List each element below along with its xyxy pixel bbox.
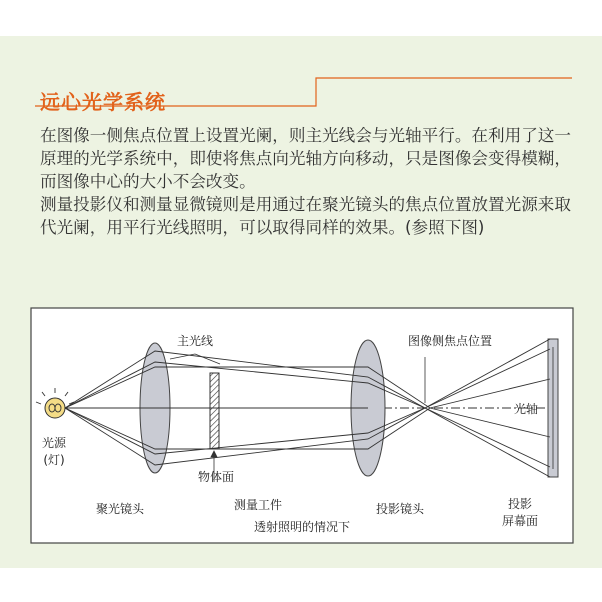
image-focus-label: 图像侧焦点位置 xyxy=(407,334,493,348)
object-plane-label: 物体面 xyxy=(197,470,235,484)
telecentric-diagram xyxy=(30,307,574,544)
diagram-caption: 透射照明的情况下 xyxy=(253,520,351,534)
paragraph-2: 测量投影仪和测量显微镜则是用通过在聚光镜头的焦点位置放置光源来取代光阑，用平行光线照明，可以取得同样的效果。(参照下图) xyxy=(40,195,571,237)
section-title: 远心光学系统 xyxy=(40,90,166,114)
paragraph-1: 在图像一侧焦点位置上设置光阑，则主光线会与光轴平行。在利用了这一原理的光学系统中，即使将焦点向光轴方向移动，只是图像会变得模糊，而图像中心的大小不会改变。 xyxy=(40,126,571,191)
chief-ray-label: 主光线 xyxy=(176,334,214,348)
workpiece-shape xyxy=(210,373,219,449)
workpiece-label: 测量工件 xyxy=(233,498,283,512)
light-source-label: 光源 xyxy=(41,436,67,450)
projection-screen-label-2: 屏幕面 xyxy=(501,514,539,528)
optical-axis-label: 光轴 xyxy=(513,402,539,416)
lamp-label: (灯) xyxy=(43,453,65,467)
body-text xyxy=(40,124,580,239)
condenser-lens-label: 聚光镜头 xyxy=(95,502,145,516)
projection-screen-label-1: 投影 xyxy=(507,497,533,511)
projection-lens-label: 投影镜头 xyxy=(375,502,425,516)
